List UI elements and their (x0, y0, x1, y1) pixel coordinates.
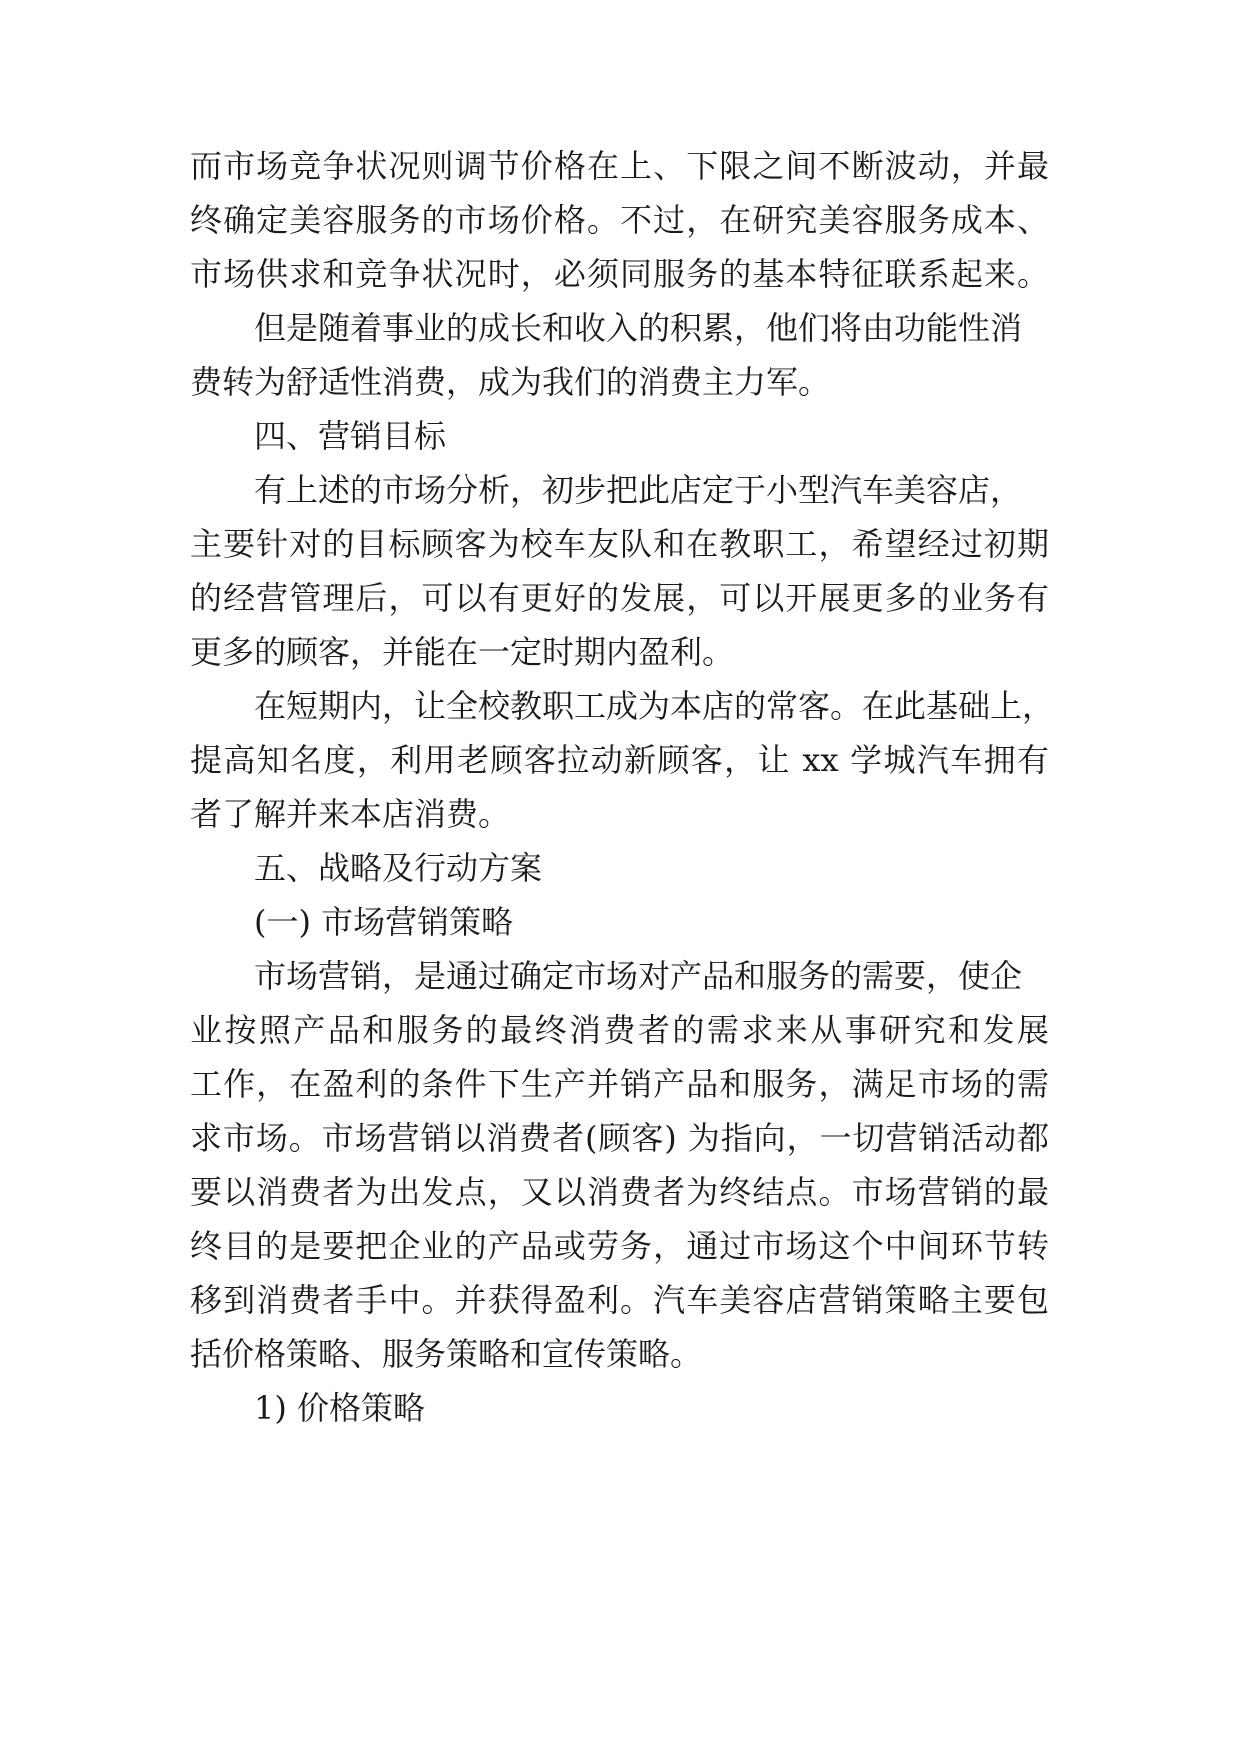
paragraph-line: 移到消费者手中。并获得盈利。汽车美容店营销策略主要包 (190, 1281, 1049, 1319)
paragraph-line: 的经营管理后，可以有更好的发展，可以开展更多的业务有 (190, 579, 1049, 617)
paragraph-line: 要以消费者为出发点，又以消费者为终结点。市场营销的最 (190, 1173, 1049, 1211)
paragraph-line: 终确定美容服务的市场价格。不过，在研究美容服务成本、 (190, 201, 1049, 239)
paragraph-line: 而市场竞争状况则调节价格在上、下限之间不断波动，并最 (190, 147, 1049, 185)
paragraph-line: 求市场。市场营销以消费者(顾客) 为指向，一切营销活动都 (190, 1119, 1049, 1157)
section-heading: 五、战略及行动方案 (254, 849, 543, 887)
paragraph-line: 有上述的市场分析，初步把此店定于小型汽车美容店， (254, 471, 1023, 509)
paragraph-line: 工作，在盈利的条件下生产并销产品和服务，满足市场的需 (190, 1065, 1049, 1103)
paragraph-line: 提高知名度，利用老顾客拉动新顾客，让 xx 学城汽车拥有 (190, 741, 1049, 779)
subsection-heading: (一) 市场营销策略 (254, 903, 514, 941)
paragraph-line: 终目的是要把企业的产品或劳务，通过市场这个中间环节转 (190, 1227, 1049, 1265)
paragraph-line: 者了解并来本店消费。 (190, 795, 511, 833)
paragraph-line: 但是随着事业的成长和收入的积累，他们将由功能性消 (254, 309, 1023, 347)
paragraph-line: 括价格策略、服务策略和宣传策略。 (190, 1335, 703, 1373)
paragraph-line: 主要针对的目标顾客为校车友队和在教职工，希望经过初期 (190, 525, 1049, 563)
paragraph-line: 费转为舒适性消费，成为我们的消费主力军。 (190, 363, 831, 401)
paragraph-line: 市场供求和竞争状况时，必须同服务的基本特征联系起来。 (190, 255, 1049, 293)
paragraph-line: 更多的顾客，并能在一定时期内盈利。 (190, 633, 735, 671)
paragraph-line: 业按照产品和服务的最终消费者的需求来从事研究和发展 (190, 1011, 1049, 1049)
section-heading: 四、营销目标 (254, 417, 447, 455)
paragraph-line: 市场营销，是通过确定市场对产品和服务的需要，使企 (254, 957, 1023, 995)
paragraph-line: 在短期内，让全校教职工成为本店的常客。在此基础上， (254, 687, 1055, 725)
subsection-heading: 1) 价格策略 (254, 1389, 426, 1427)
